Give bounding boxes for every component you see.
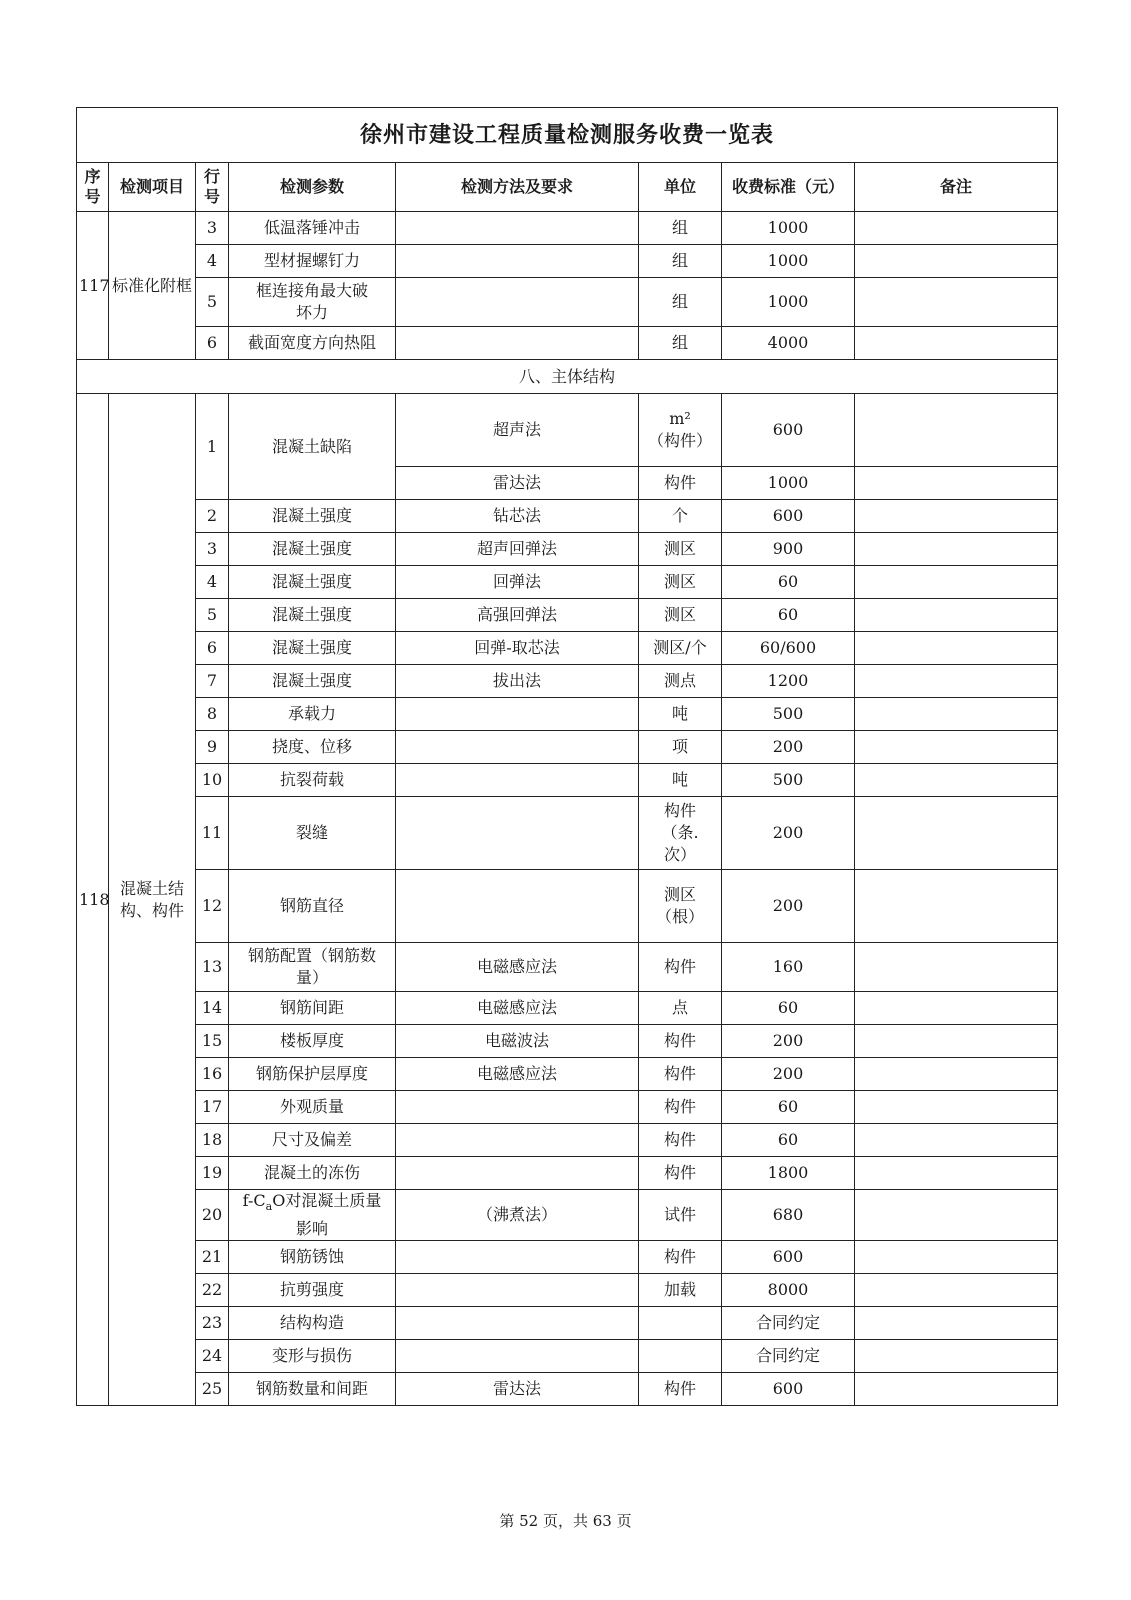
param-cell: 挠度、位移 xyxy=(229,731,396,764)
note-cell xyxy=(855,870,1058,943)
row-no: 18 xyxy=(196,1124,229,1157)
table-row xyxy=(77,665,1058,698)
table-row xyxy=(77,533,1058,566)
method-cell xyxy=(396,698,639,731)
fee-table xyxy=(76,107,1058,1406)
table-row xyxy=(77,1091,1058,1124)
fee-cell: 1000 xyxy=(722,245,855,278)
row-no: 1 xyxy=(196,394,229,500)
unit-cell: 点 xyxy=(639,992,722,1025)
note-cell xyxy=(855,1340,1058,1373)
method-cell xyxy=(396,797,639,870)
note-cell xyxy=(855,1124,1058,1157)
row-no: 10 xyxy=(196,764,229,797)
header-row xyxy=(77,163,1058,212)
table-row xyxy=(77,1274,1058,1307)
param-cell: 外观质量 xyxy=(229,1091,396,1124)
fee-cell: 600 xyxy=(722,1241,855,1274)
param-cell: 裂缝 xyxy=(229,797,396,870)
method-cell: 雷达法 xyxy=(396,467,639,500)
fee-cell: 合同约定 xyxy=(722,1340,855,1373)
row-no: 22 xyxy=(196,1274,229,1307)
method-cell: 回弹-取芯法 xyxy=(396,632,639,665)
note-cell xyxy=(855,327,1058,360)
method-cell: 高强回弹法 xyxy=(396,599,639,632)
fee-cell: 60 xyxy=(722,599,855,632)
note-cell xyxy=(855,731,1058,764)
row-no: 5 xyxy=(196,599,229,632)
fee-cell: 1800 xyxy=(722,1157,855,1190)
row-no: 3 xyxy=(196,212,229,245)
header-row-no: 行号 xyxy=(196,163,229,212)
unit-cell: 测区 xyxy=(639,533,722,566)
table-row xyxy=(77,992,1058,1025)
unit-cell: 构件 xyxy=(639,1373,722,1406)
unit-cell: 加载 xyxy=(639,1274,722,1307)
row-no: 12 xyxy=(196,870,229,943)
table-row xyxy=(77,599,1058,632)
table-row xyxy=(77,731,1058,764)
param-cell: 混凝土强度 xyxy=(229,599,396,632)
unit-cell: 测区（根） xyxy=(639,870,722,943)
fee-cell: 200 xyxy=(722,731,855,764)
table-row xyxy=(77,1124,1058,1157)
method-cell: （沸煮法） xyxy=(396,1190,639,1241)
param-cell: 结构构造 xyxy=(229,1307,396,1340)
row-no: 20 xyxy=(196,1190,229,1241)
table-row xyxy=(77,698,1058,731)
table-row xyxy=(77,1058,1058,1091)
row-no: 17 xyxy=(196,1091,229,1124)
table-row xyxy=(77,278,1058,327)
table-row xyxy=(77,394,1058,467)
param-cell: 钢筋数量和间距 xyxy=(229,1373,396,1406)
row-no: 14 xyxy=(196,992,229,1025)
unit-cell: 组 xyxy=(639,212,722,245)
header-item: 检测项目 xyxy=(109,163,196,212)
method-cell xyxy=(396,1307,639,1340)
note-cell xyxy=(855,1241,1058,1274)
group-117-item: 标准化附框 xyxy=(109,212,196,360)
method-cell xyxy=(396,1124,639,1157)
note-cell xyxy=(855,1373,1058,1406)
param-cell: 承载力 xyxy=(229,698,396,731)
fee-cell: 200 xyxy=(722,1025,855,1058)
row-no: 25 xyxy=(196,1373,229,1406)
row-no: 4 xyxy=(196,245,229,278)
note-cell xyxy=(855,943,1058,992)
row-no: 6 xyxy=(196,327,229,360)
table-row xyxy=(77,566,1058,599)
header-method: 检测方法及要求 xyxy=(396,163,639,212)
method-cell xyxy=(396,278,639,327)
unit-cell: 项 xyxy=(639,731,722,764)
method-cell: 超声法 xyxy=(396,394,639,467)
fee-cell: 60 xyxy=(722,992,855,1025)
fee-cell: 60 xyxy=(722,1091,855,1124)
header-param: 检测参数 xyxy=(229,163,396,212)
note-cell xyxy=(855,533,1058,566)
unit-cell: 组 xyxy=(639,278,722,327)
page-footer: 第 52 页，共 63 页 xyxy=(499,1512,632,1530)
fee-cell: 60 xyxy=(722,566,855,599)
row-no: 2 xyxy=(196,500,229,533)
method-cell: 电磁感应法 xyxy=(396,943,639,992)
section-title: 八、主体结构 xyxy=(77,360,1058,394)
unit-cell: 构件 xyxy=(639,467,722,500)
param-cell: 钢筋间距 xyxy=(229,992,396,1025)
param-cell: 抗裂荷载 xyxy=(229,764,396,797)
fee-cell: 200 xyxy=(722,1058,855,1091)
note-cell xyxy=(855,665,1058,698)
table-row xyxy=(77,943,1058,992)
param-cell: 混凝土缺陷 xyxy=(229,394,396,500)
row-no: 6 xyxy=(196,632,229,665)
param-cell: 混凝土强度 xyxy=(229,566,396,599)
fee-cell: 600 xyxy=(722,500,855,533)
row-no: 21 xyxy=(196,1241,229,1274)
note-cell xyxy=(855,992,1058,1025)
fee-cell: 900 xyxy=(722,533,855,566)
table-row xyxy=(77,1190,1058,1241)
unit-cell: 吨 xyxy=(639,698,722,731)
unit-cell: 构件（条.次） xyxy=(639,797,722,870)
unit-cell: 构件 xyxy=(639,1091,722,1124)
param-cell: 低温落锤冲击 xyxy=(229,212,396,245)
section-row xyxy=(77,360,1058,394)
param-cell: 变形与损伤 xyxy=(229,1340,396,1373)
method-cell: 超声回弹法 xyxy=(396,533,639,566)
row-no: 4 xyxy=(196,566,229,599)
fee-cell: 160 xyxy=(722,943,855,992)
param-cell: 尺寸及偏差 xyxy=(229,1124,396,1157)
param-cell: 钢筋保护层厚度 xyxy=(229,1058,396,1091)
param-cell: 抗剪强度 xyxy=(229,1274,396,1307)
note-cell xyxy=(855,566,1058,599)
note-cell xyxy=(855,1058,1058,1091)
table-row xyxy=(77,870,1058,943)
note-cell xyxy=(855,1157,1058,1190)
unit-cell: 构件 xyxy=(639,1157,722,1190)
table-row xyxy=(77,327,1058,360)
param-cell: 楼板厚度 xyxy=(229,1025,396,1058)
param-cell: 框连接角最大破坏力 xyxy=(229,278,396,327)
unit-cell: 测区 xyxy=(639,599,722,632)
row-no: 3 xyxy=(196,533,229,566)
row-no: 7 xyxy=(196,665,229,698)
fee-cell: 500 xyxy=(722,764,855,797)
fee-cell: 200 xyxy=(722,797,855,870)
table-row xyxy=(77,1373,1058,1406)
row-no: 5 xyxy=(196,278,229,327)
note-cell xyxy=(855,698,1058,731)
unit-cell: 构件 xyxy=(639,1241,722,1274)
param-cell: 截面宽度方向热阻 xyxy=(229,327,396,360)
unit-cell xyxy=(639,394,722,467)
table-title: 徐州市建设工程质量检测服务收费一览表 xyxy=(77,108,1058,163)
method-cell xyxy=(396,1274,639,1307)
fee-cell: 200 xyxy=(722,870,855,943)
fee-cell: 1000 xyxy=(722,467,855,500)
unit-cell: 吨 xyxy=(639,764,722,797)
unit-cell: 组 xyxy=(639,327,722,360)
note-cell xyxy=(855,1091,1058,1124)
table-row xyxy=(77,1157,1058,1190)
method-cell: 电磁波法 xyxy=(396,1025,639,1058)
method-cell: 电磁感应法 xyxy=(396,992,639,1025)
param-cell: 钢筋直径 xyxy=(229,870,396,943)
unit-cell: 试件 xyxy=(639,1190,722,1241)
unit-m2: m² xyxy=(669,409,691,428)
unit-cell: 测区 xyxy=(639,566,722,599)
param-cell: 混凝土强度 xyxy=(229,632,396,665)
table-row xyxy=(77,1025,1058,1058)
note-cell xyxy=(855,1025,1058,1058)
row-no: 8 xyxy=(196,698,229,731)
method-cell xyxy=(396,1340,639,1373)
fee-cell: 600 xyxy=(722,394,855,467)
note-cell xyxy=(855,500,1058,533)
table-row xyxy=(77,1340,1058,1373)
method-cell: 回弹法 xyxy=(396,566,639,599)
note-cell xyxy=(855,1274,1058,1307)
table-row xyxy=(77,500,1058,533)
header-seq: 序号 xyxy=(77,163,109,212)
row-no: 13 xyxy=(196,943,229,992)
note-cell xyxy=(855,245,1058,278)
method-cell xyxy=(396,1241,639,1274)
param-cell: 钢筋配置（钢筋数量） xyxy=(229,943,396,992)
unit-cell: 组 xyxy=(639,245,722,278)
fee-cell: 合同约定 xyxy=(722,1307,855,1340)
method-cell xyxy=(396,245,639,278)
group-117-seq: 117 xyxy=(77,212,109,360)
header-note: 备注 xyxy=(855,163,1058,212)
method-cell: 电磁感应法 xyxy=(396,1058,639,1091)
note-cell xyxy=(855,278,1058,327)
note-cell xyxy=(855,632,1058,665)
fee-cell: 4000 xyxy=(722,327,855,360)
fee-cell: 1200 xyxy=(722,665,855,698)
fee-cell: 680 xyxy=(722,1190,855,1241)
note-cell xyxy=(855,797,1058,870)
unit-cell: 构件 xyxy=(639,1124,722,1157)
method-cell: 拔出法 xyxy=(396,665,639,698)
table-row xyxy=(77,1307,1058,1340)
fee-cell: 60 xyxy=(722,1124,855,1157)
note-cell xyxy=(855,212,1058,245)
header-fee: 收费标准（元） xyxy=(722,163,855,212)
table-row xyxy=(77,245,1058,278)
fee-cell: 500 xyxy=(722,698,855,731)
method-cell xyxy=(396,1157,639,1190)
param-cell: 混凝土强度 xyxy=(229,500,396,533)
param-cell: 混凝土强度 xyxy=(229,665,396,698)
method-cell: 雷达法 xyxy=(396,1373,639,1406)
method-cell xyxy=(396,1091,639,1124)
fee-cell: 1000 xyxy=(722,278,855,327)
row-no: 11 xyxy=(196,797,229,870)
table-row xyxy=(77,1241,1058,1274)
param-cell: 型材握螺钉力 xyxy=(229,245,396,278)
row-no: 19 xyxy=(196,1157,229,1190)
header-unit: 单位 xyxy=(639,163,722,212)
group-118-seq: 118 xyxy=(77,394,109,1406)
unit-cell: 测点 xyxy=(639,665,722,698)
fee-cell: 1000 xyxy=(722,212,855,245)
method-cell: 钻芯法 xyxy=(396,500,639,533)
param-cell: 混凝土强度 xyxy=(229,533,396,566)
row-no: 16 xyxy=(196,1058,229,1091)
param-cell: 钢筋锈蚀 xyxy=(229,1241,396,1274)
fee-cell: 600 xyxy=(722,1373,855,1406)
method-cell xyxy=(396,731,639,764)
row-no: 24 xyxy=(196,1340,229,1373)
unit-component: （构件） xyxy=(647,431,712,450)
unit-cell: 测区/个 xyxy=(639,632,722,665)
row-no: 15 xyxy=(196,1025,229,1058)
fee-cell: 8000 xyxy=(722,1274,855,1307)
table-row xyxy=(77,764,1058,797)
row-no: 9 xyxy=(196,731,229,764)
unit-cell: 构件 xyxy=(639,1058,722,1091)
table-row xyxy=(77,632,1058,665)
method-cell xyxy=(396,327,639,360)
fee-table-sheet xyxy=(76,107,1057,1406)
row-no: 23 xyxy=(196,1307,229,1340)
note-cell xyxy=(855,394,1058,467)
unit-cell: 个 xyxy=(639,500,722,533)
method-cell xyxy=(396,764,639,797)
unit-cell xyxy=(639,1340,722,1373)
note-cell xyxy=(855,599,1058,632)
method-cell xyxy=(396,212,639,245)
unit-cell xyxy=(639,1307,722,1340)
method-cell xyxy=(396,870,639,943)
table-row xyxy=(77,797,1058,870)
unit-cell: 构件 xyxy=(639,1025,722,1058)
note-cell xyxy=(855,764,1058,797)
note-cell xyxy=(855,1190,1058,1241)
group-118-item: 混凝土结构、构件 xyxy=(109,394,196,1406)
param-cell: $f-C_aO$对混凝土质量影响 xyxy=(229,1190,396,1241)
note-cell xyxy=(855,1307,1058,1340)
table-row xyxy=(77,212,1058,245)
fee-cell: 60/600 xyxy=(722,632,855,665)
unit-cell: 构件 xyxy=(639,943,722,992)
note-cell xyxy=(855,467,1058,500)
param-cell: 混凝土的冻伤 xyxy=(229,1157,396,1190)
